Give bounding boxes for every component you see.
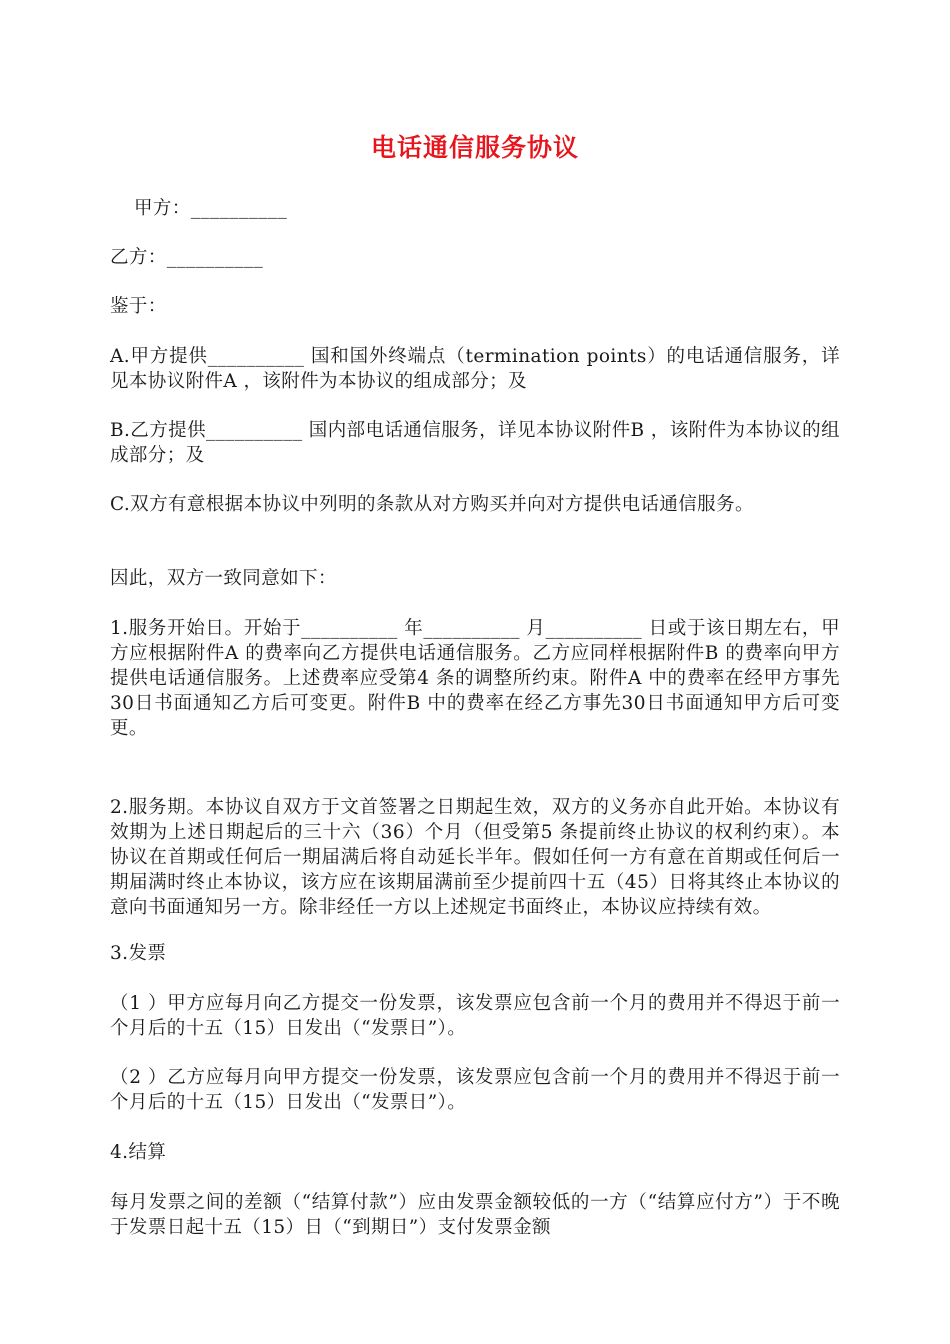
clause-3-heading: 3.发票	[110, 943, 167, 964]
clause-2-service-term: 2.服务期。本协议自双方于文首签署之日期起生效，双方的义务亦自此开始。本协议有效期为上述日期起后的三十六（36）个月（但受第5 条提前终止协议的权利约束）。本协议在首期或任何后一期届满后将自动延长半年。假如任何一方有意在首期或任何后一期届满时终止本协议，该方应在该期届满前至少提前四十五（45）日将其终止本协议的意向书面通知另一方。除非经任一方以上述规定书面终止，本协议应持续有效。	[110, 797, 840, 918]
whereas-heading: 鉴于：	[110, 296, 167, 317]
recital-a: A.甲方提供__________ 国和国外终端点（termination points）的电话通信服务，详见本协议附件A ，该附件为本协议的组成部分；及	[110, 346, 840, 392]
clause-3-item-1: （1 ）甲方应每月向乙方提交一份发票，该发票应包含前一个月的费用并不得迟于前一个月后的十五（15）日发出（“发票日”）。	[110, 993, 840, 1039]
clause-4-heading: 4.结算	[110, 1142, 167, 1163]
document-title: 电话通信服务协议	[370, 133, 579, 162]
party-a-line: 甲方：__________	[134, 198, 288, 219]
party-b-line: 乙方：__________	[110, 247, 264, 268]
recital-b: B.乙方提供__________ 国内部电话通信服务，详见本协议附件B ，该附件为本协议的组成部分；及	[110, 420, 840, 466]
recital-c: C.双方有意根据本协议中列明的条款从对方购买并向对方提供电话通信服务。	[110, 494, 754, 515]
clause-1-service-start: 1.服务开始日。开始于__________ 年__________ 月__________ 日或于该日期左右，甲方应根据附件A 的费率向乙方提供电话通信服务。乙方应同样根据附件B 的费率向甲方提供电话通信服务。上述费率应受第4 条的调整所约束。附件A 中的费率在经甲方事先30日书面通知乙方后可变更。附件B 中的费率在经乙方事先30日书面通知甲方后可变更。	[110, 618, 840, 739]
clause-4-body: 每月发票之间的差额（“结算付款”）应由发票金额较低的一方（“结算应付方”）于不晚于发票日起十五（15）日（“到期日”）支付发票金额	[110, 1192, 840, 1238]
agreement-intro: 因此，双方一致同意如下：	[110, 568, 337, 589]
clause-3-item-2: （2 ）乙方应每月向甲方提交一份发票，该发票应包含前一个月的费用并不得迟于前一个月后的十五（15）日发出（“发票日”）。	[110, 1067, 840, 1113]
